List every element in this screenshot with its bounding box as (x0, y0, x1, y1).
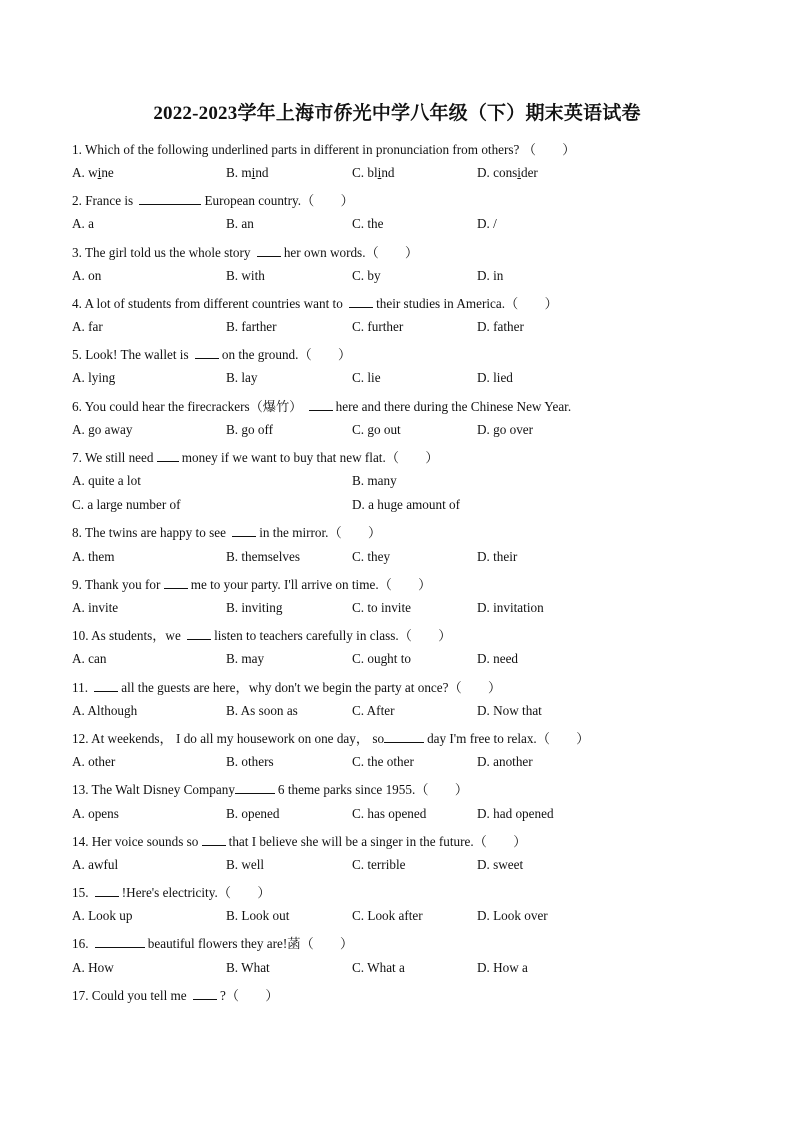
option-b[interactable]: B. mind (226, 165, 269, 180)
option-c[interactable]: C. What a (352, 960, 405, 975)
answer-blank[interactable] (94, 680, 118, 692)
question-7: 7. We still need money if we want to buy that new flat.（ ） (72, 450, 439, 465)
options-14 (72, 857, 752, 875)
option-c[interactable]: C. Look after (352, 908, 423, 923)
answer-blank[interactable] (195, 347, 219, 359)
options-3 (72, 268, 752, 286)
option-d[interactable]: D. need (477, 651, 519, 666)
options-7a (72, 473, 752, 491)
question-15: 15. !Here's electricity.（ ） (72, 885, 271, 900)
options-15 (72, 908, 752, 926)
option-b[interactable]: B. opened (226, 806, 280, 821)
option-c[interactable]: C. After (352, 703, 395, 718)
question-stem: Which of the following underlined parts in different in pronunciation from others? (84, 142, 523, 157)
question-12: 12. At weekends， I do all my housework on one day， so day I'm free to relax.（ ） (72, 731, 590, 746)
question-1 (72, 139, 575, 158)
question-3: 3. The girl told us the whole story her own words.（ ） (72, 245, 419, 260)
option-b[interactable]: B. farther (226, 319, 277, 334)
option-c[interactable]: C. blind (352, 165, 395, 180)
option-b[interactable]: B. What (226, 960, 270, 975)
option-d[interactable]: D. had opened (477, 806, 554, 821)
option-d[interactable]: D. Now that (477, 703, 542, 718)
answer-blank[interactable] (193, 988, 217, 1000)
answer-blank[interactable] (232, 525, 256, 537)
option-a[interactable]: A. Look up (72, 908, 133, 923)
option-b[interactable]: B. Look out (226, 908, 290, 923)
answer-blank[interactable] (164, 577, 188, 589)
options-4 (72, 319, 752, 337)
options-12 (72, 754, 752, 772)
options-13 (72, 806, 752, 824)
answer-blank[interactable] (157, 450, 179, 462)
options-11 (72, 703, 752, 721)
option-d[interactable]: D. in (477, 268, 504, 283)
option-d[interactable]: D. another (477, 754, 533, 769)
option-a[interactable]: A. far (72, 319, 103, 334)
answer-blank[interactable] (187, 628, 211, 640)
option-b[interactable]: B. lay (226, 370, 258, 385)
option-c[interactable]: C. lie (352, 370, 381, 385)
option-a[interactable]: A. lying (72, 370, 116, 385)
question-number: 2. (72, 193, 82, 208)
option-d[interactable]: D. go over (477, 422, 534, 437)
options-6 (72, 422, 752, 440)
option-d[interactable]: D. their (477, 549, 518, 564)
option-b[interactable]: B. themselves (226, 549, 300, 564)
option-a[interactable]: A. How (72, 960, 114, 975)
question-16: 16. beautiful flowers they are!菡（ ） (72, 936, 354, 951)
option-c[interactable]: C. a large number of (72, 497, 181, 512)
answer-blank[interactable] (309, 399, 333, 411)
option-d[interactable]: D. Look over (477, 908, 548, 923)
options-2 (72, 216, 752, 234)
option-b[interactable]: B. As soon as (226, 703, 298, 718)
answer-blank[interactable] (139, 193, 201, 205)
question-13: 13. The Walt Disney Company 6 theme parks since 1955.（ ） (72, 782, 469, 797)
options-1 (72, 165, 752, 183)
question-10: 10. As students，we listen to teachers carefully in class.（ ） (72, 628, 452, 643)
question-17: 17. Could you tell me ?（ ） (72, 988, 279, 1003)
option-a[interactable]: A. other (72, 754, 116, 769)
option-b[interactable]: B. well (226, 857, 265, 872)
option-a[interactable]: A. can (72, 651, 107, 666)
option-c[interactable]: C. the (352, 216, 384, 231)
option-c[interactable]: C. the other (352, 754, 414, 769)
question-5: 5. Look! The wallet is on the ground.（ ） (72, 347, 352, 362)
option-c[interactable]: C. they (352, 549, 391, 564)
option-a[interactable]: A. invite (72, 600, 119, 615)
answer-blank[interactable] (257, 245, 281, 257)
option-a[interactable]: A. on (72, 268, 102, 283)
option-c[interactable]: C. has opened (352, 806, 427, 821)
option-a[interactable]: A. quite a lot (72, 473, 141, 488)
question-6: 6. You could hear the firecrackers（爆竹） here and there during the Chinese New Year. (72, 399, 572, 414)
option-a[interactable]: A. them (72, 549, 115, 564)
options-10 (72, 651, 752, 669)
answer-paren: （ ） (522, 142, 576, 157)
question-11: 11. all the guests are here，why don't we begin the party at once?（ ） (72, 680, 502, 695)
options-8 (72, 549, 752, 567)
answer-blank[interactable] (202, 834, 226, 846)
options-5 (72, 370, 752, 388)
question-number: 1. (72, 142, 82, 157)
answer-blank[interactable] (384, 731, 424, 743)
option-a[interactable]: A. go away (72, 422, 133, 437)
answer-blank[interactable] (235, 782, 275, 794)
question-8: 8. The twins are happy to see in the mirror.（ ） (72, 525, 382, 540)
exam-title: 2022-2023学年上海市侨光中学八年级（下）期末英语试卷 (153, 103, 641, 124)
option-d[interactable]: D. How a (477, 960, 528, 975)
answer-blank[interactable] (349, 296, 373, 308)
answer-blank[interactable] (95, 885, 119, 897)
option-b[interactable]: B. go off (226, 422, 274, 437)
options-7b (72, 497, 752, 515)
option-d[interactable]: D. father (477, 319, 524, 334)
option-d[interactable]: D. consider (477, 165, 538, 180)
option-c[interactable]: C. terrible (352, 857, 406, 872)
option-c[interactable]: C. ought to (352, 651, 411, 666)
answer-blank[interactable] (95, 936, 145, 948)
option-a[interactable]: A. wine (72, 165, 114, 180)
options-9 (72, 600, 752, 618)
option-d[interactable]: D. lied (477, 370, 513, 385)
option-a[interactable]: A. awful (72, 857, 119, 872)
option-c[interactable]: C. go out (352, 422, 401, 437)
option-a[interactable]: A. opens (72, 806, 119, 821)
question-14: 14. Her voice sounds so that I believe she will be a singer in the future.（ ） (72, 834, 527, 849)
option-d[interactable]: D. invitation (477, 600, 544, 615)
option-b[interactable]: B. may (226, 651, 265, 666)
option-d[interactable]: D. sweet (477, 857, 524, 872)
option-d[interactable]: D. / (477, 216, 497, 231)
question-4: 4. A lot of students from different countries want to their studies in America.（ ） (72, 296, 558, 311)
option-b[interactable]: B. others (226, 754, 274, 769)
option-c[interactable]: C. further (352, 319, 404, 334)
question-9: 9. Thank you for me to your party. I'll arrive on time.（ ） (72, 577, 432, 592)
option-a[interactable]: A. Although (72, 703, 138, 718)
option-a[interactable]: A. a (72, 216, 94, 231)
option-b[interactable]: B. an (226, 216, 254, 231)
option-c[interactable]: C. by (352, 268, 381, 283)
option-b[interactable]: B. many (352, 473, 397, 488)
option-c[interactable]: C. to invite (352, 600, 411, 615)
question-2: 2. France is European country.（ ） (72, 193, 354, 208)
option-d[interactable]: D. a huge amount of (352, 497, 461, 512)
options-16 (72, 960, 752, 978)
option-b[interactable]: B. with (226, 268, 265, 283)
option-b[interactable]: B. inviting (226, 600, 283, 615)
